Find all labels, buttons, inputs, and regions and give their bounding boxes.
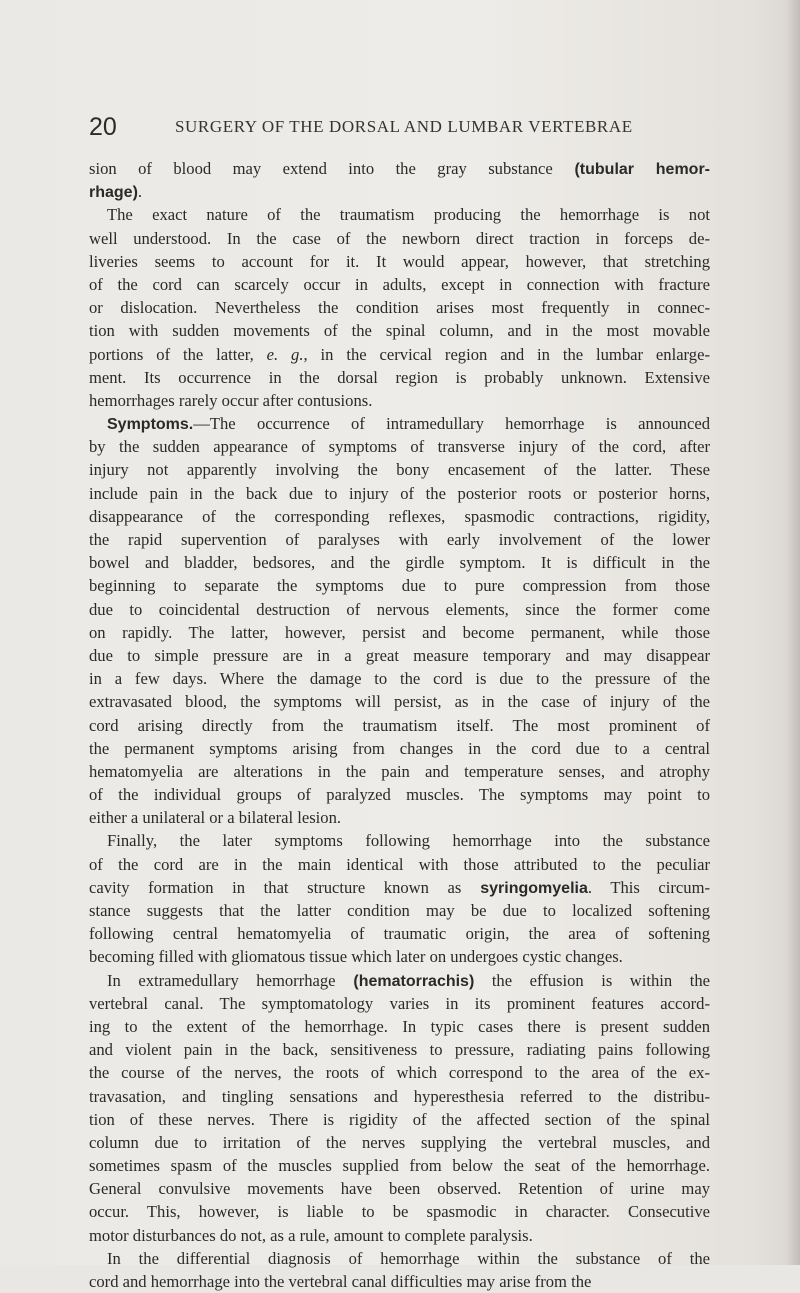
- text-run: the effusion is within the: [474, 970, 710, 990]
- text-run: tion with sudden movements of the spinal column, and in the most movable: [89, 321, 710, 341]
- text-line: [89, 644, 710, 667]
- text-line: [89, 1247, 710, 1270]
- text-line: [89, 737, 710, 760]
- bold-term: (hematorrachis): [335, 972, 475, 990]
- text-line: [89, 296, 710, 319]
- text-line: [89, 853, 710, 876]
- page-edge-shadow: [786, 0, 800, 1265]
- text-line: [89, 945, 710, 968]
- text-line: [89, 1108, 710, 1131]
- text-run: liveries seems to account for it. It would appear, however, that stretching: [89, 251, 710, 271]
- running-title: SURGERY OF THE DORSAL AND LUMBAR VERTEBRAE: [175, 117, 633, 136]
- text-run: due to coincidental destruction of nervous elements, since the former come: [89, 599, 710, 619]
- text-run: vertebral canal. The symptomatology varies in its prominent features accord-: [89, 993, 710, 1013]
- bold-term: (tubular hemor-: [552, 161, 710, 178]
- text-run: cord arising directly from the traumatism itself. The most prominent of: [89, 715, 710, 735]
- text-run: or dislocation. Nevertheless the condition arises most frequently in connec-: [89, 298, 710, 318]
- text-run: well understood. In the case of the newborn direct traction in forceps de-: [89, 228, 710, 248]
- text-run: tion of these nerves. There is rigidity of the affected section of the spinal: [89, 1109, 710, 1129]
- text-line: [89, 528, 710, 551]
- text-line: [89, 829, 710, 852]
- text-run: Finally, the later symptoms following hemorrhage into the substance: [107, 831, 710, 851]
- text-line: [89, 1061, 710, 1084]
- text-line: [89, 1200, 710, 1223]
- text-run: sion of blood may extend into the gray substance: [89, 159, 553, 178]
- text-run: ment. Its occurrence in the dorsal region is probably unknown. Extensive: [89, 367, 710, 387]
- text-run: In extramedullary hemorrhage: [107, 970, 336, 990]
- text-line: [89, 899, 710, 922]
- text-run: —The occurrence of intramedullary hemorrhage is announced: [193, 414, 710, 434]
- text-line: [89, 621, 710, 644]
- text-run: of the individual groups of paralyzed muscles. The symptoms may point to: [89, 785, 710, 805]
- bold-term: syringomyelia: [461, 879, 588, 897]
- text-line: [89, 992, 710, 1015]
- text-line: [89, 1085, 710, 1108]
- text-run: of the cord can scarcely occur in adults, except in connection with fracture: [89, 274, 710, 294]
- text-run: column due to irritation of the nerves supplying the vertebral muscles, and: [89, 1132, 710, 1152]
- text-line: [89, 482, 710, 505]
- text-run: disappearance of the corresponding reflexes, spasmodic contractions, rigidity,: [89, 506, 710, 526]
- text-run: injury not apparently involving the bony encasement of the latter. These: [89, 460, 710, 480]
- text-line: [89, 343, 710, 366]
- text-line: [89, 760, 710, 783]
- text-run: General convulsive movements have been observed. Retention of urine may: [89, 1179, 710, 1199]
- text-run: the permanent symptoms arising from changes in the cord due to a central: [89, 738, 710, 758]
- text-line: [89, 969, 710, 992]
- italic-term: e. g.: [253, 344, 304, 364]
- text-run: in a few days. Where the damage to the cord is due to the pressure of the: [89, 669, 710, 689]
- text-run: In the differential diagnosis of hemorrhage within the substance of the: [107, 1248, 710, 1268]
- text-run: extravasated blood, the symptoms will persist, as in the case of injury of the: [89, 692, 710, 712]
- text-line: [89, 319, 710, 342]
- bold-term: Symptoms.: [107, 416, 194, 434]
- text-line: [89, 389, 710, 412]
- text-line: [89, 412, 710, 435]
- text-line: [89, 690, 710, 713]
- text-line: [89, 458, 710, 481]
- text-line: [89, 598, 710, 621]
- text-run: and violent pain in the back, sensitiveness to pressure, radiating pains following: [89, 1040, 710, 1060]
- text-line: [89, 922, 710, 945]
- text-line: [89, 1177, 710, 1200]
- text-run: The exact nature of the traumatism producing the hemorrhage is not: [107, 205, 710, 225]
- text-run: . This circum-: [587, 877, 711, 897]
- text-run: cord and hemorrhage into the vertebral canal difficulties may arise from the: [89, 1272, 592, 1291]
- text-run: ing to the extent of the hemorrhage. In typic cases there is present sudden: [89, 1016, 710, 1036]
- text-run: becoming filled with gliomatous tissue which later on undergoes cystic changes.: [89, 947, 623, 967]
- text-line: [89, 574, 710, 597]
- text-run: following central hematomyelia of traumatic origin, the area of softening: [89, 924, 710, 944]
- running-head: [89, 113, 709, 143]
- text-run: of the cord are in the main identical with those attributed to the peculiar: [89, 854, 710, 874]
- body-text: [89, 157, 710, 1293]
- text-line: [89, 1224, 710, 1247]
- text-run: motor disturbances do not, as a rule, amount to complete paralysis.: [89, 1225, 533, 1245]
- text-run: due to simple pressure are in a great measure temporary and may disappear: [89, 645, 710, 665]
- text-run: travasation, and tingling sensations and hyperesthesia referred to the distribu-: [89, 1086, 710, 1106]
- text-line: [89, 203, 710, 226]
- text-line: [89, 157, 710, 180]
- text-run: beginning to separate the symptoms due to pure compression from those: [89, 576, 710, 596]
- text-line: [89, 1015, 710, 1038]
- text-line: [89, 714, 710, 737]
- text-line: [89, 1131, 710, 1154]
- text-line: [89, 1154, 710, 1177]
- text-line: [89, 806, 710, 829]
- text-run: stance suggests that the latter condition may be due to localized softening: [89, 901, 710, 920]
- text-run: the rapid supervention of paralyses with early involvement of the lower: [89, 530, 710, 549]
- text-run: bowel and bladder, bedsores, and the girdle symptom. It is difficult in the: [89, 553, 710, 573]
- text-line: [89, 551, 710, 574]
- text-line: [89, 435, 710, 458]
- text-run: on rapidly. The latter, however, persist and become permanent, while those: [89, 622, 710, 642]
- text-run: include pain in the back due to injury of the posterior roots or posterior horns,: [89, 483, 710, 503]
- text-line: [89, 505, 710, 528]
- bold-term: rhage): [89, 184, 138, 202]
- text-line: [89, 667, 710, 690]
- text-line: [89, 1038, 710, 1061]
- text-run: either a unilateral or a bilateral lesion.: [89, 808, 342, 828]
- text-line: [89, 227, 710, 250]
- text-line: [89, 1270, 710, 1293]
- text-line: [89, 876, 710, 899]
- text-line: [89, 273, 710, 296]
- text-line: [89, 783, 710, 806]
- text-line: [89, 180, 710, 203]
- page-number: 20: [89, 113, 117, 141]
- text-run: hematomyelia are alterations in the pain and temperature senses, and atrophy: [89, 761, 710, 781]
- text-run: occur. This, however, is liable to be spasmodic in character. Consecutive: [89, 1202, 710, 1222]
- text-run: portions of the latter,: [89, 344, 254, 364]
- text-run: .: [137, 182, 143, 202]
- text-run: sometimes spasm of the muscles supplied from below the seat of the hemorrhage.: [89, 1156, 710, 1176]
- text-run: by the sudden appearance of symptoms of transverse injury of the cord, after: [89, 437, 710, 457]
- text-run: cavity formation in that structure known as: [89, 877, 462, 897]
- text-run: hemorrhages rarely occur after contusions.: [89, 390, 373, 410]
- text-line: [89, 366, 710, 389]
- text-run: the course of the nerves, the roots of which correspond to the area of the ex-: [89, 1063, 710, 1083]
- text-run: , in the cervical region and in the lumbar enlarge-: [303, 344, 710, 364]
- text-line: [89, 250, 710, 273]
